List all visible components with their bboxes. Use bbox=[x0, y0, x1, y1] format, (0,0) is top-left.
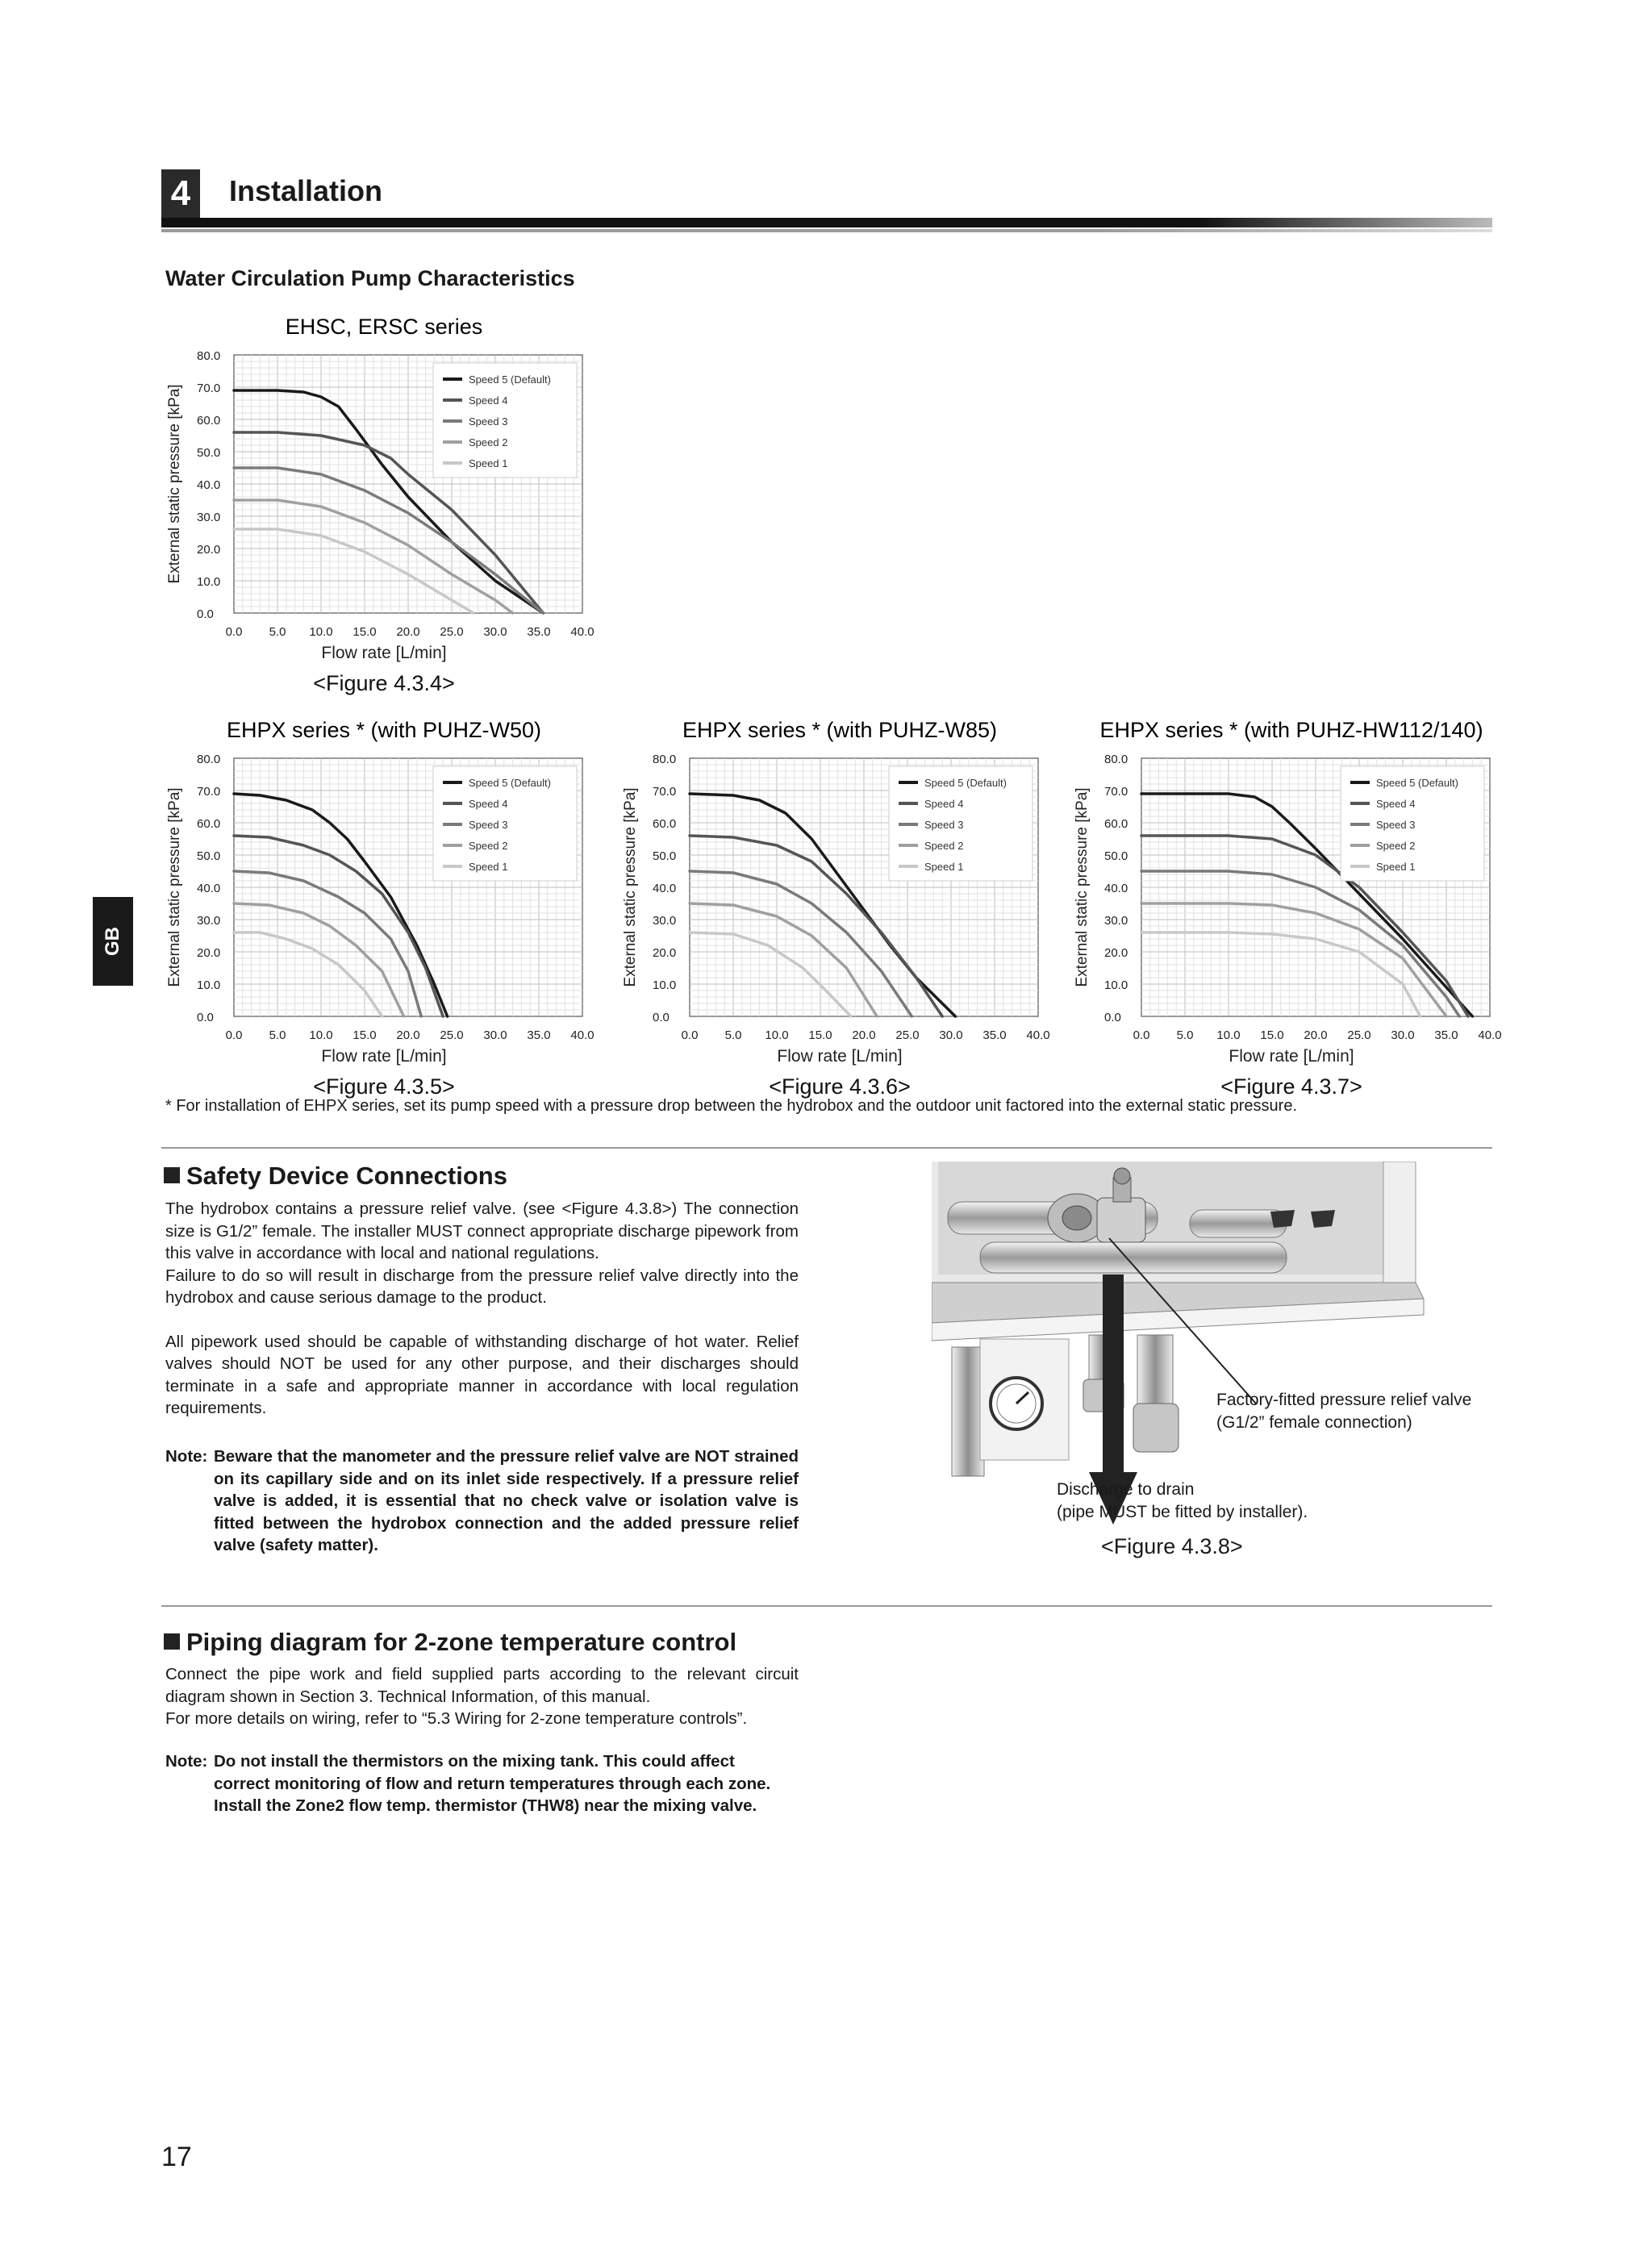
figure-caption: <Figure 4.3.5> bbox=[313, 1074, 455, 1099]
chart-title: EHPX series * (with PUHZ-W85) bbox=[682, 718, 998, 742]
header-rule bbox=[161, 218, 1492, 227]
y-axis-label: External static pressure [kPa] bbox=[166, 787, 183, 987]
x-tick-label: 0.0 bbox=[225, 625, 243, 639]
y-tick-label: 20.0 bbox=[197, 946, 221, 960]
x-tick-label: 35.0 bbox=[1434, 1028, 1458, 1042]
figure-4-3-8-caption: <Figure 4.3.8> bbox=[1101, 1534, 1243, 1558]
legend-label: Speed 5 (Default) bbox=[1376, 777, 1458, 789]
safety-heading-text: Safety Device Connections bbox=[186, 1162, 507, 1190]
callout-discharge bbox=[1057, 1479, 1308, 1524]
y-tick-label: 0.0 bbox=[197, 607, 214, 621]
y-tick-label: 40.0 bbox=[197, 882, 221, 895]
language-tab bbox=[93, 897, 133, 986]
legend-label: Speed 3 bbox=[469, 415, 508, 428]
y-tick-label: 60.0 bbox=[1104, 817, 1128, 831]
chart-ehpx-hw112 bbox=[1061, 718, 1512, 1097]
x-tick-label: 25.0 bbox=[440, 1028, 464, 1042]
x-tick-label: 10.0 bbox=[309, 1028, 333, 1042]
x-tick-label: 10.0 bbox=[765, 1028, 789, 1042]
chart-svg bbox=[153, 315, 621, 695]
x-tick-label: 10.0 bbox=[1216, 1028, 1241, 1042]
legend-label: Speed 1 bbox=[924, 861, 964, 873]
x-tick-label: 40.0 bbox=[1026, 1028, 1050, 1042]
piping-note-body bbox=[214, 1750, 778, 1817]
x-tick-label: 25.0 bbox=[440, 625, 464, 639]
chart-svg bbox=[1061, 718, 1512, 1097]
legend-label: Speed 4 bbox=[1376, 798, 1416, 810]
x-tick-label: 40.0 bbox=[570, 1028, 594, 1042]
piping-para-2: For more details on wiring, refer to “5.3 Wiring for 2-zone temperature controls”. bbox=[165, 1709, 748, 1728]
y-axis-label: External static pressure [kPa] bbox=[166, 384, 183, 584]
legend-label: Speed 1 bbox=[469, 457, 508, 469]
y-tick-label: 80.0 bbox=[1104, 753, 1128, 766]
x-tick-label: 20.0 bbox=[1304, 1028, 1328, 1042]
legend-label: Speed 3 bbox=[924, 819, 964, 831]
y-tick-label: 50.0 bbox=[197, 849, 221, 863]
callout-relief-valve-line1: Factory-fitted pressure relief valve bbox=[1216, 1391, 1472, 1409]
piping-note bbox=[165, 1750, 799, 1817]
x-tick-label: 5.0 bbox=[269, 625, 286, 639]
y-tick-label: 70.0 bbox=[197, 785, 221, 799]
x-tick-label: 15.0 bbox=[353, 625, 377, 639]
x-tick-label: 25.0 bbox=[895, 1028, 920, 1042]
legend-label: Speed 3 bbox=[1376, 819, 1416, 831]
section-number: 4 bbox=[161, 169, 200, 218]
x-tick-label: 5.0 bbox=[724, 1028, 742, 1042]
y-tick-label: 40.0 bbox=[653, 882, 677, 895]
y-tick-label: 50.0 bbox=[1104, 849, 1128, 863]
figure-caption: <Figure 4.3.6> bbox=[769, 1074, 911, 1099]
section-title: Installation bbox=[229, 174, 383, 207]
legend-label: Speed 2 bbox=[469, 436, 508, 448]
x-tick-label: 0.0 bbox=[681, 1028, 699, 1042]
legend-label: Speed 2 bbox=[924, 840, 964, 852]
piping-heading-text: Piping diagram for 2-zone temperature control bbox=[186, 1628, 737, 1656]
bullet-square-icon bbox=[164, 1633, 180, 1650]
figure-caption: <Figure 4.3.4> bbox=[313, 671, 455, 695]
legend-label: Speed 4 bbox=[469, 798, 508, 810]
y-tick-label: 40.0 bbox=[197, 478, 221, 492]
safety-body bbox=[165, 1198, 799, 1420]
x-axis-label: Flow rate [L/min] bbox=[1229, 1047, 1354, 1066]
language-tab-label: GB bbox=[102, 927, 123, 956]
note-text: Beware that the manometer and the pressure relief valve are NOT strained on its capillary side and on its inlet side respectively. If a pressure relief valve is added, it is essential that no check valve or isolation valve is fitted between the hydrobox connection and the added pressure relief valve (safety matter). bbox=[214, 1447, 799, 1554]
x-tick-label: 15.0 bbox=[1260, 1028, 1284, 1042]
chart-ehsc-ersc bbox=[153, 315, 621, 695]
legend-label: Speed 4 bbox=[924, 798, 964, 810]
y-tick-label: 20.0 bbox=[653, 946, 677, 960]
x-tick-label: 30.0 bbox=[939, 1028, 963, 1042]
y-tick-label: 80.0 bbox=[197, 349, 221, 363]
x-tick-label: 35.0 bbox=[527, 625, 551, 639]
y-tick-label: 10.0 bbox=[197, 978, 221, 992]
safety-heading bbox=[164, 1162, 507, 1191]
legend-label: Speed 2 bbox=[1376, 840, 1416, 852]
x-tick-label: 30.0 bbox=[483, 1028, 507, 1042]
x-tick-label: 20.0 bbox=[396, 625, 420, 639]
legend-label: Speed 2 bbox=[469, 840, 508, 852]
y-tick-label: 40.0 bbox=[1104, 882, 1128, 895]
legend-label: Speed 5 (Default) bbox=[924, 777, 1007, 789]
y-tick-label: 60.0 bbox=[197, 817, 221, 831]
callout-relief-valve bbox=[1216, 1389, 1471, 1434]
y-tick-label: 0.0 bbox=[197, 1011, 214, 1024]
y-tick-label: 0.0 bbox=[653, 1011, 670, 1024]
x-tick-label: 30.0 bbox=[1391, 1028, 1415, 1042]
y-tick-label: 70.0 bbox=[197, 382, 221, 395]
y-tick-label: 10.0 bbox=[1104, 978, 1128, 992]
piping-body bbox=[165, 1663, 799, 1730]
legend-label: Speed 1 bbox=[1376, 861, 1416, 873]
chart-title: EHSC, ERSC series bbox=[285, 315, 483, 339]
x-tick-label: 0.0 bbox=[225, 1028, 243, 1042]
x-tick-label: 5.0 bbox=[1176, 1028, 1194, 1042]
callout-discharge-line1: Discharge to drain bbox=[1057, 1480, 1195, 1499]
x-tick-label: 35.0 bbox=[982, 1028, 1007, 1042]
y-tick-label: 10.0 bbox=[653, 978, 677, 992]
y-tick-label: 80.0 bbox=[197, 753, 221, 766]
y-tick-label: 50.0 bbox=[197, 446, 221, 460]
pump-heading: Water Circulation Pump Characteristics bbox=[165, 266, 575, 290]
y-tick-label: 30.0 bbox=[653, 914, 677, 928]
x-tick-label: 30.0 bbox=[483, 625, 507, 639]
x-tick-label: 20.0 bbox=[852, 1028, 876, 1042]
pump-footnote: * For installation of EHPX series, set its pump speed with a pressure drop between the hydrobox and the outdoor unit factored into the external static pressure. bbox=[165, 1097, 1297, 1115]
safety-para-2: Failure to do so will result in discharge from the pressure relief valve directly into the hydrobox and cause serious damage to the product. bbox=[165, 1266, 799, 1307]
x-tick-label: 15.0 bbox=[808, 1028, 832, 1042]
chart-title: EHPX series * (with PUHZ-W50) bbox=[226, 718, 542, 742]
callout-discharge-line2: (pipe MUST be fitted by installer). bbox=[1057, 1503, 1308, 1521]
y-tick-label: 70.0 bbox=[653, 785, 677, 799]
pressure-relief-valve-illustration bbox=[932, 1162, 1496, 1533]
x-tick-label: 20.0 bbox=[396, 1028, 420, 1042]
callout-relief-valve-line2: (G1/2” female connection) bbox=[1216, 1413, 1412, 1432]
divider bbox=[161, 1605, 1492, 1607]
legend-label: Speed 3 bbox=[469, 819, 508, 831]
y-tick-label: 30.0 bbox=[197, 914, 221, 928]
y-tick-label: 50.0 bbox=[653, 849, 677, 863]
legend-label: Speed 5 (Default) bbox=[469, 373, 551, 386]
safety-para-1: The hydrobox contains a pressure relief valve. (see <Figure 4.3.8>) The connection size is G1/2” female. The installer MUST connect appropriate discharge pipework from this valve in accordance with local and national regulations. bbox=[165, 1199, 799, 1262]
chart-title: EHPX series * (with PUHZ-HW112/140) bbox=[1099, 718, 1483, 742]
page-number: 17 bbox=[161, 2142, 192, 2172]
x-axis-label: Flow rate [L/min] bbox=[777, 1047, 903, 1066]
piping-heading bbox=[164, 1628, 736, 1657]
x-axis-label: Flow rate [L/min] bbox=[321, 644, 447, 662]
x-tick-label: 0.0 bbox=[1133, 1028, 1150, 1042]
x-tick-label: 15.0 bbox=[353, 1028, 377, 1042]
legend-label: Speed 1 bbox=[469, 861, 508, 873]
legend-label: Speed 5 (Default) bbox=[469, 777, 551, 789]
chart-ehpx-w50 bbox=[153, 718, 621, 1097]
y-tick-label: 70.0 bbox=[1104, 785, 1128, 799]
chart-svg bbox=[609, 718, 1077, 1097]
piping-note-line2: Install the Zone2 flow temp. thermistor (THW8) near the mixing valve. bbox=[214, 1796, 757, 1815]
y-axis-label: External static pressure [kPa] bbox=[622, 787, 639, 987]
piping-para-1: Connect the pipe work and field supplied parts according to the relevant circuit diagram shown in Section 3. Technical Information, of this manual. bbox=[165, 1665, 799, 1706]
y-tick-label: 60.0 bbox=[197, 414, 221, 428]
piping-note-line1: Do not install the thermistors on the mixing tank. This could affect correct monitoring of flow and return temperatures through each zone. bbox=[214, 1752, 771, 1793]
y-tick-label: 20.0 bbox=[1104, 946, 1128, 960]
y-tick-label: 30.0 bbox=[1104, 914, 1128, 928]
divider bbox=[161, 1147, 1492, 1149]
note-label: Note: bbox=[165, 1447, 208, 1466]
chart-svg bbox=[153, 718, 621, 1097]
x-axis-label: Flow rate [L/min] bbox=[321, 1047, 447, 1066]
x-tick-label: 40.0 bbox=[570, 625, 594, 639]
header-rule-thin bbox=[161, 229, 1492, 232]
y-tick-label: 80.0 bbox=[653, 753, 677, 766]
x-tick-label: 5.0 bbox=[269, 1028, 286, 1042]
bullet-square-icon bbox=[164, 1167, 180, 1183]
x-tick-label: 40.0 bbox=[1478, 1028, 1502, 1042]
y-tick-label: 20.0 bbox=[197, 543, 221, 557]
legend-label: Speed 4 bbox=[469, 394, 508, 407]
x-tick-label: 10.0 bbox=[309, 625, 333, 639]
figure-caption: <Figure 4.3.7> bbox=[1220, 1074, 1362, 1099]
safety-para-3: All pipework used should be capable of withstanding discharge of hot water. Relief valves should NOT be used for any other purpose, and their discharges should terminate in a safe and appropriate manner in accordance with local regulation requirements. bbox=[165, 1332, 799, 1417]
note-label: Note: bbox=[165, 1752, 208, 1771]
y-tick-label: 60.0 bbox=[653, 817, 677, 831]
y-tick-label: 10.0 bbox=[197, 575, 221, 589]
chart-ehpx-w85 bbox=[609, 718, 1077, 1097]
y-tick-label: 0.0 bbox=[1104, 1011, 1121, 1024]
y-axis-label: External static pressure [kPa] bbox=[1074, 787, 1091, 987]
y-tick-label: 30.0 bbox=[197, 511, 221, 524]
safety-note bbox=[165, 1445, 799, 1557]
x-tick-label: 25.0 bbox=[1347, 1028, 1371, 1042]
x-tick-label: 35.0 bbox=[527, 1028, 551, 1042]
